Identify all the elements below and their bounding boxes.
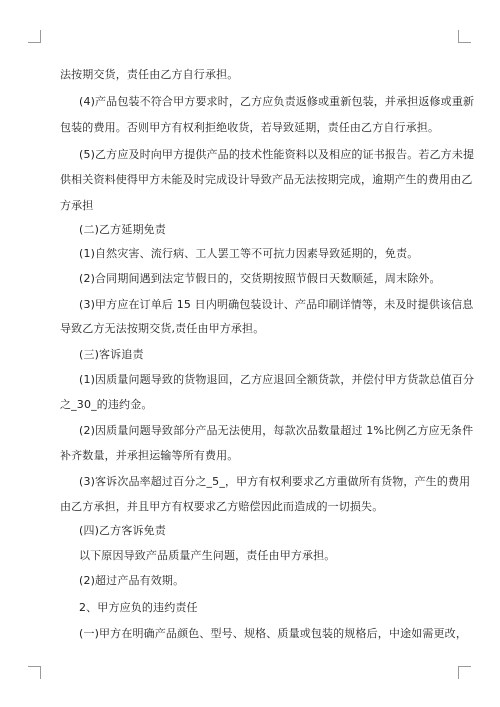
- text-line: 供相关资料使得甲方未能及时完成设计导致产品无法按期完成，逾期产生的费用由乙: [60, 173, 473, 186]
- section-heading: (四)乙方客诉免责: [79, 524, 166, 537]
- crop-mark-top-left: [28, 30, 41, 43]
- text-line: (1)因质量问题导致的货物退回，乙方应退回全额货款，并偿付甲方货款总值百分: [79, 373, 475, 386]
- crop-mark-bottom-right: [458, 666, 471, 679]
- text-line: (5)乙方应及时向甲方提供产品的技术性能资料以及相应的证书报告。若乙方未提: [79, 148, 475, 161]
- text-line: 由乙方承担，并且甲方有权要求乙方赔偿因此而造成的一切损失。: [60, 500, 384, 513]
- section-heading: (二)乙方延期免责: [79, 223, 166, 236]
- crop-mark-bottom-left: [28, 666, 41, 679]
- text-line: 导致乙方无法按期交货,责任由甲方承担。: [60, 322, 265, 335]
- text-line: (3)客诉次品率超过百分之_5_，甲方有权利要求乙方重做所有货物，产生的费用: [79, 475, 471, 488]
- text-line: (3)甲方应在订单后 15 日内明确包装设计、产品印刷详情等，未及时提供该信息: [79, 298, 474, 311]
- crop-mark-top-right: [458, 30, 471, 43]
- section-heading: (三)客诉追责: [79, 348, 144, 361]
- text-line: 包装的费用。否则甲方有权利拒绝收货，若导致延期，责任由乙方自行承担。: [60, 121, 440, 134]
- text-line: (一)甲方在明确产品颜色、型号、规格、质量或包装的规格后，中途如需更改，: [79, 627, 467, 640]
- text-line: 方承担: [60, 199, 94, 212]
- text-line: 以下原因导致产品质量产生问题，责任由甲方承担。: [79, 549, 336, 562]
- text-line: 之_30_的违约金。: [60, 398, 153, 411]
- text-line: (1)自然灾害、流行病、工人罢工等不可抗力因素导致延期的，免责。: [79, 247, 419, 260]
- text-line: (4)产品包装不符合甲方要求时，乙方应负责返修或重新包装，并承担返修或重新: [79, 95, 475, 108]
- text-line: 法按期交货，责任由乙方自行承担。: [60, 68, 239, 81]
- section-heading: 2、甲方应负的违约责任: [79, 601, 198, 614]
- text-line: (2)合同期间遇到法定节假日的，交货期按照节假日天数顺延，周末除外。: [79, 272, 441, 285]
- text-line: (2)超过产品有效期。: [79, 574, 185, 587]
- text-line: (2)因质量问题导致部分产品无法使用，每款次品数量超过 1%比例乙方应无条件: [79, 424, 474, 437]
- text-line: 补齐数量，并承担运输等所有费用。: [60, 449, 239, 462]
